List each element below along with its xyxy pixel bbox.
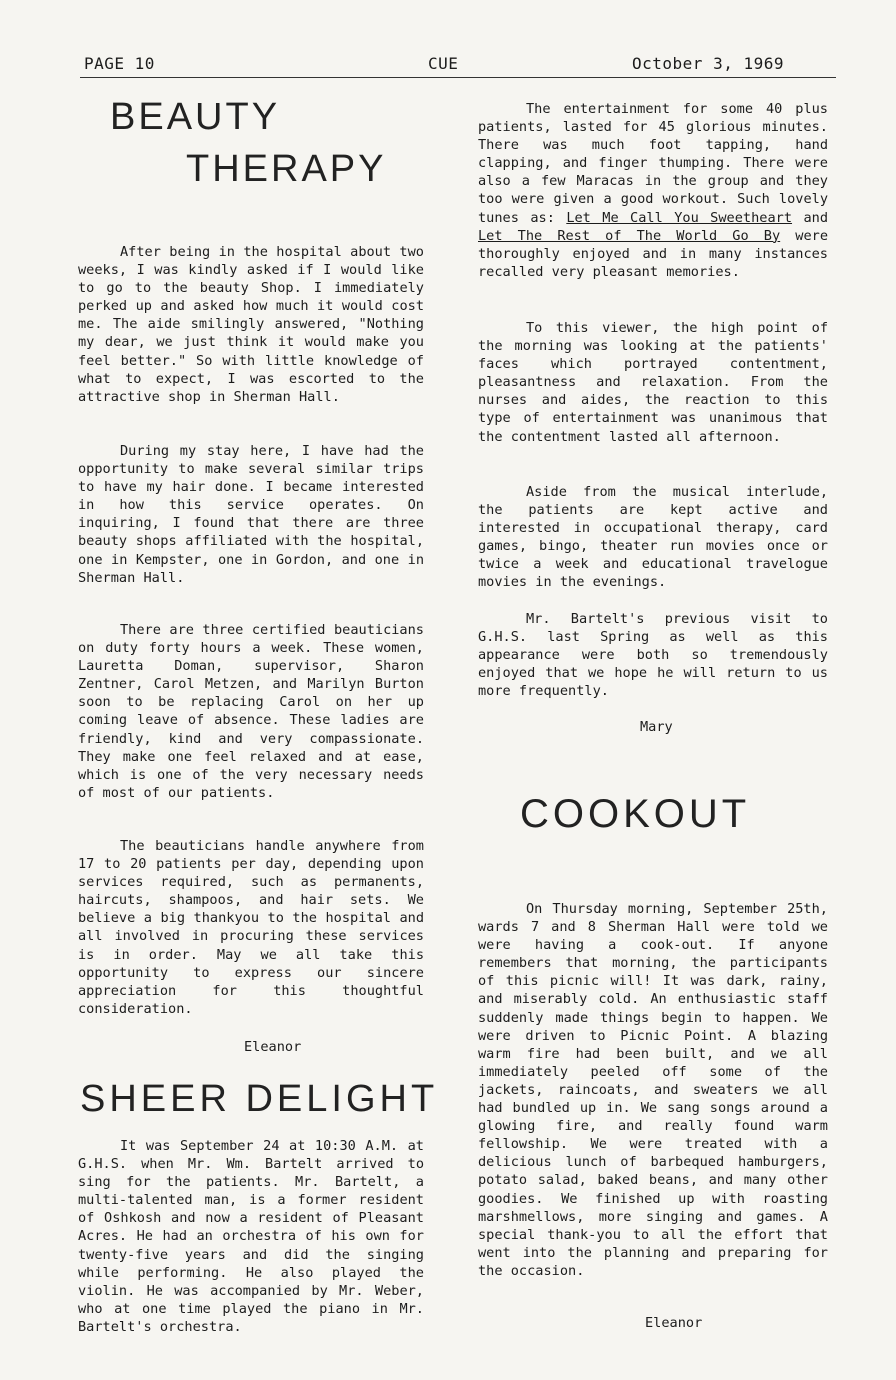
beauty-therapy-paragraph: During my stay here, I have had the opportunity to make several similar trips to have my hair done. I became interested in how this service operates. On inquiring, I found that there are three beauty shops affiliated with the hospital, one in Kempster, one in Gordon, and one in Sherman Hall. [78,443,424,586]
sheer-delight-paragraph: Aside from the musical interlude, the patients are kept active and interested in occupational therapy, card games, bingo, theater run movies once or twice a week and educational travelogue movies in the evenings. [478,484,828,591]
beauty-therapy-paragraph: After being in the hospital about two weeks, I was kindly asked if I would like to go to the beauty Shop. I immediately perked up and asked how much it would cost me. The aide smilingly answered, "Nothing my dear, we just think it would make you feel better." So with little knowledge of what to expect, I was escorted to the attractive shop in Sherman Hall. [78,244,424,405]
beauty-therapy-title-line2: THERAPY [186,148,387,190]
text-run: The entertainment for some 40 plus patients, lasted for 45 glorious minutes. There was much foot tapping, hand clapping, and finger thumping. There were also a few Maracas in the group and they too were given a good workout. Such lovely tunes as: [478,101,828,226]
sheer-delight-paragraph: To this viewer, the high point of the morning was looking at the patients' faces which portrayed contentment, pleasantness and relaxation. From the nurses and aides, the reaction to this type of entertainment was unanimous that the contentment lasted all afternoon. [478,320,828,445]
text-run: were thoroughly enjoyed and in many instances recalled very pleasant memories. [478,227,828,280]
sheer-delight-paragraph: It was September 24 at 10:30 A.M. at G.H.S. when Mr. Wm. Bartelt arrived to sing for the patients. Mr. Bartelt, a multi-talented man, is a former resident of Oshkosh and now a resident of Pleasant Acres. He had an orchestra of his own for twenty-five years and did the singing while performing. He also played the violin. He was accompanied by Mr. Weber, who at one time played the piano in Mr. Bartelt's orchestra. [78,1138,424,1335]
publication-name: CUE [428,54,459,73]
cookout-paragraph: On Thursday morning, September 25th, wards 7 and 8 Sherman Hall were told we were having a cook-out. If anyone remembers that morning, the participants of this picnic will! It was dark, rainy, and miserably cold. An enthusiastic staff suddenly made things begin to happen. We were driven to Picnic Point. A blazing warm fire had been built, and we all immediately peeled off some of the jackets, raincoats, and sweaters we all had bundled up in. We sang songs around a glowing fire, and really found warm fellowship. We were treated with a delicious lunch of barbequed hamburgers, potato salad, baked beans, and many other goodies. We finished up with roasting marshmellows, more singing and games. A special thank-you to all the effort that went into the planning and preparing for the occasion. [478,901,828,1279]
sheer-delight-signature: Mary [640,719,673,735]
sheer-delight-title: SHEER DELIGHT [80,1078,439,1120]
cookout-signature: Eleanor [645,1315,703,1331]
sheer-delight-paragraph: Mr. Bartelt's previous visit to G.H.S. last Spring as well as this appearance were both so tremendously enjoyed that we hope he will return to us more frequently. [478,611,828,700]
issue-date: October 3, 1969 [632,54,784,73]
beauty-therapy-paragraph: There are three certified beauticians on duty forty hours a week. These women, Lauretta Doman, supervisor, Sharon Zentner, Carol Metzen, and Marilyn Burton soon to be replacing Carol on her up coming leave of absence. These ladies are friendly, kind and very compassionate. They make one feel relaxed and at ease, which is one of the very necessary needs of most of our patients. [78,622,424,801]
song-title: Let Me Call You Sweetheart [566,209,793,226]
header-rule [80,77,836,78]
song-title: Let The Rest of The World Go By [478,227,781,244]
page-number: PAGE 10 [84,54,155,73]
sheer-delight-paragraph [478,100,828,281]
beauty-therapy-signature: Eleanor [244,1039,302,1055]
page-header [80,52,840,78]
beauty-therapy-paragraph: The beauticians handle anywhere from 17 to 20 patients per day, depending upon services required, such as permanents, haircuts, shampoos, and hair sets. We believe a big thankyou to the hospital and all involved in procuring these services is in order. May we all take this opportunity to express our sincere appreciation for this thoughtful consideration. [78,838,424,1017]
text-run: and [792,209,828,226]
cookout-title: COOKOUT [520,792,751,836]
beauty-therapy-title-line1: BEAUTY [110,96,281,138]
